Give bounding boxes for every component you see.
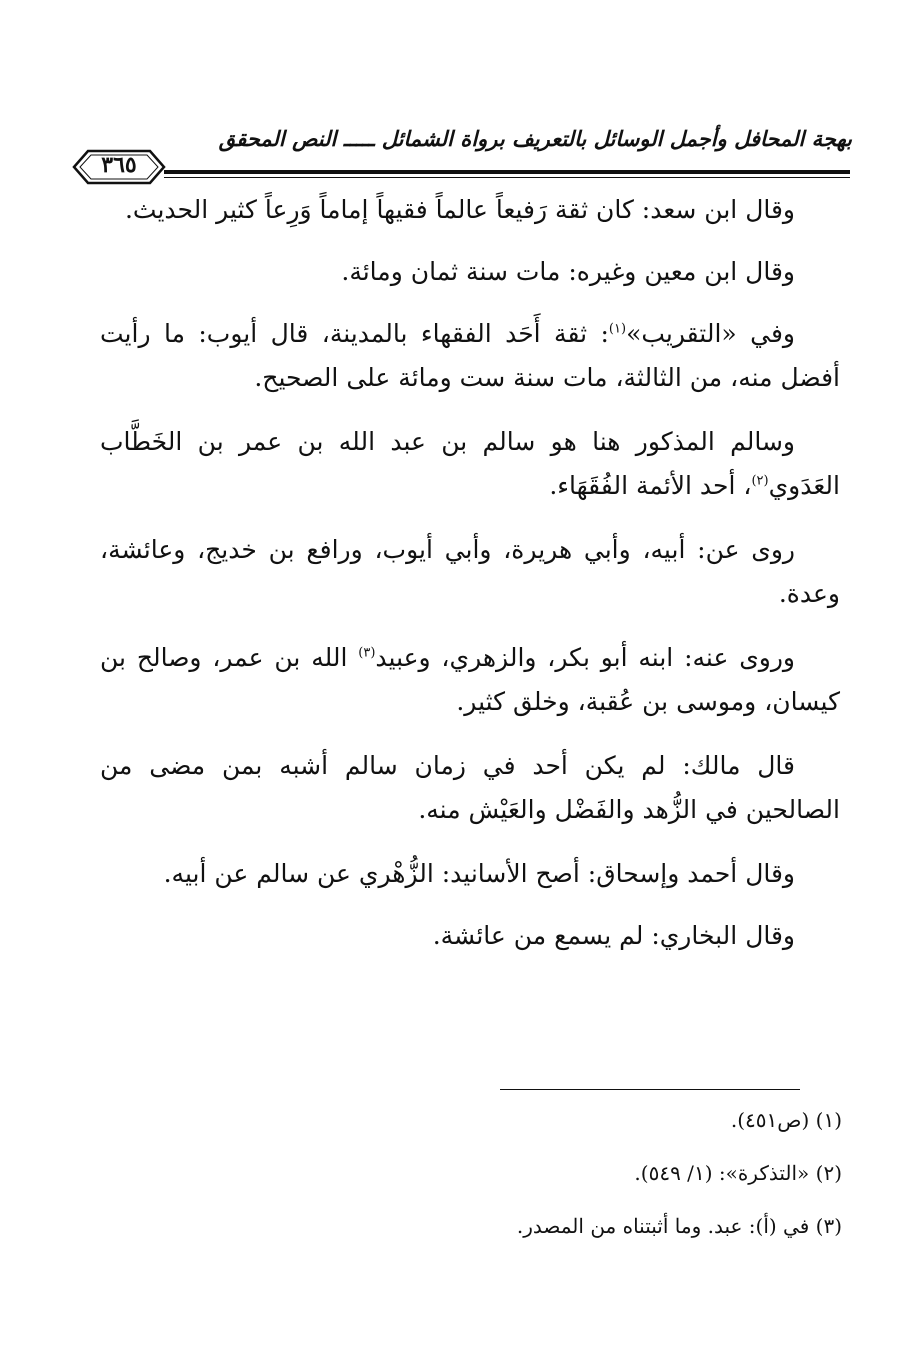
paragraph-malik: قال مالك: لم يكن أحد في زمان سالم أشبه بمن مضى من الصالحين في الزُّهد والفَضْل والعَيْش منه.: [100, 751, 840, 824]
footnote-2: (٢) «التذكرة»: (١/ ٥٤٩).: [634, 1161, 842, 1185]
main-text: [100, 188, 840, 976]
salim-intro: وسالم المذكور هنا هو سالم بن عبد الله بن عمر بن الخَطَّاب العَدَوي: [100, 427, 840, 500]
running-title: بهجة المحافل وأجمل الوسائل بالتعريف برواة الشمائل ـــــ النص المحقق: [218, 126, 852, 151]
taqrib-text: : ثقة أَحَد الفقهاء بالمدينة، قال أيوب: ما رأيت أفضل منه، من الثالثة، مات سنة ست ومائة على الصحيح.: [100, 319, 840, 392]
footnote-1: (١) (ص٤٥١).: [730, 1108, 842, 1132]
paragraph-salim: [100, 420, 840, 508]
footnote-ref-2: (٢): [751, 473, 769, 489]
narrated-by-rest: الله بن عمر، وصالح بن كيسان، وموسى بن عُقبة، وخلق كثير.: [100, 643, 840, 716]
header-rule: [164, 170, 850, 174]
footnote-3: (٣) في (أ): عبد. وما أثبتناه من المصدر.: [516, 1214, 842, 1238]
running-header: [72, 118, 852, 184]
paragraph-narrated-by: [100, 636, 840, 724]
page-number: ٣٦٥: [101, 152, 137, 178]
header-rule-thin: [164, 177, 850, 178]
paragraph-ibn-maeen: وقال ابن معين وغيره: مات سنة ثمان ومائة.: [341, 257, 795, 286]
footnotes: [100, 1106, 842, 1265]
salim-rest: ، أحد الأئمة الفُقَهَاء.: [549, 471, 752, 500]
footnote-ref-1: (١): [608, 321, 627, 337]
narrated-by-intro: وروى عنه: ابنه أبو بكر، والزهري، وعبيد: [375, 643, 795, 672]
paragraph-bukhari: وقال البخاري: لم يسمع من عائشة.: [432, 921, 795, 950]
paragraph-narrated-from: روى عن: أبيه، وأبي هريرة، وأبي أيوب، ورافع بن خديج، وعائشة، وعدة.: [100, 535, 840, 608]
footnote-separator: [500, 1089, 800, 1090]
paragraph-ibn-saad: وقال ابن سعد: كان ثقة رَفيعاً عالماً فقيهاً إماماً وَرِعاً كثير الحديث.: [124, 195, 795, 224]
page-number-badge: [72, 148, 166, 186]
paragraph-taqrib: [100, 312, 840, 400]
taqrib-intro: وفي «التقريب»: [626, 319, 795, 348]
footnote-ref-3: (٣): [358, 645, 376, 661]
paragraph-ahmad-ishaq: وقال أحمد وإسحاق: أصح الأسانيد: الزُّهْري عن سالم عن أبيه.: [163, 859, 795, 888]
